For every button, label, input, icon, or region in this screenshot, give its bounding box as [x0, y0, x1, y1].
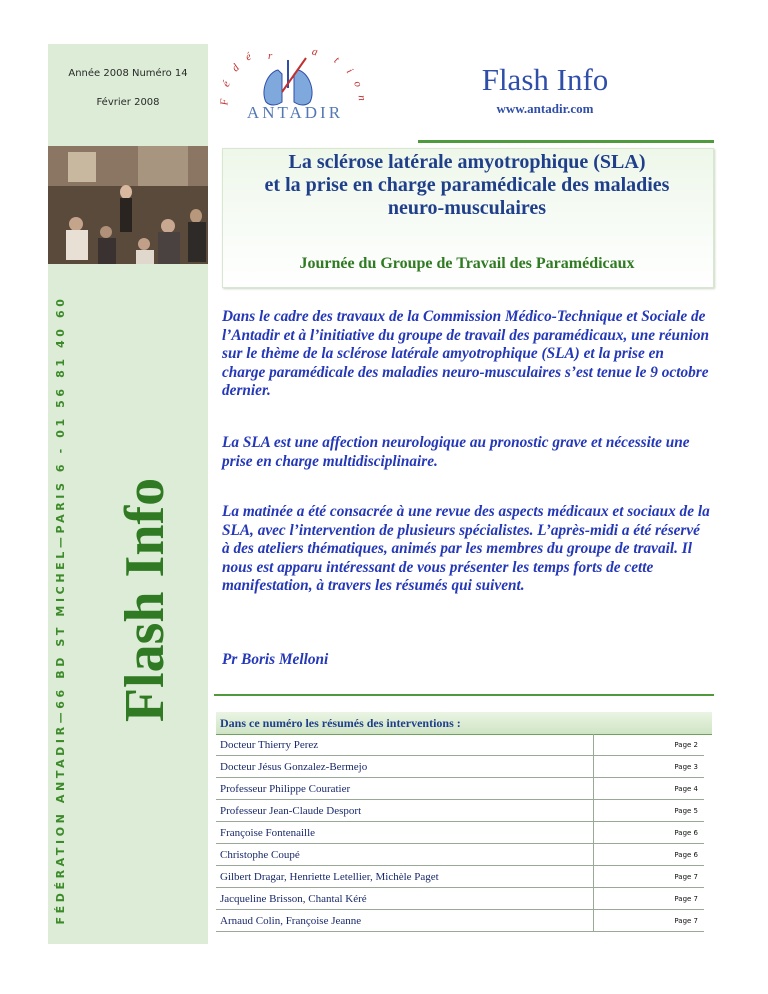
toc-author: Docteur Jésus Gonzalez-Bermejo: [216, 756, 594, 778]
toc-row[interactable]: [216, 844, 704, 866]
vertical-address: FÉDÉRATION ANTADIR—66 BD ST MICHEL—PARIS 6 - 01 56 81 40 60: [54, 295, 67, 925]
toc-author: Arnaud Colin, Françoise Jeanne: [216, 910, 594, 932]
top-divider: [418, 140, 714, 143]
toc-author: Docteur Thierry Perez: [216, 734, 594, 756]
toc-row[interactable]: [216, 756, 704, 778]
toc-row[interactable]: [216, 800, 704, 822]
issue-number: Année 2008 Numéro 14: [68, 68, 188, 79]
logo-letter: t: [331, 54, 342, 66]
sla-paragraph: La SLA est une affection neurologique au pronostic grave et nécessite une prise en charge multidisciplinaire.: [222, 434, 690, 470]
toc-author: Françoise Fontenaille: [216, 822, 594, 844]
toc-row[interactable]: [216, 822, 704, 844]
toc-page: Page 5: [594, 800, 705, 822]
logo-letter: F: [218, 98, 231, 106]
toc-page: Page 6: [594, 844, 705, 866]
toc-row[interactable]: [216, 866, 704, 888]
issue-date: Février 2008: [96, 97, 160, 108]
toc-page: Page 7: [594, 866, 705, 888]
headline-line: La sclérose latérale amyotrophique (SLA): [288, 151, 646, 173]
mid-divider: [214, 694, 714, 696]
vertical-title: Flash Info: [114, 477, 176, 723]
toc-page: Page 7: [594, 888, 705, 910]
program-paragraph: La matinée a été consacrée à une revue des aspects médicaux et sociaux de la SLA, avec l’intervention de plusieurs spécialistes. L’après-midi a été réservé à des ateliers thématiques, animés par les membres du groupe de travail. Il nous est apparu intéressant de vous présenter les temps forts de cette manifestation, à travers les résumés qui suivent.: [222, 503, 710, 594]
toc-page: Page 6: [594, 822, 705, 844]
logo-letter: d: [229, 61, 242, 75]
toc-page: Page 3: [594, 756, 705, 778]
logo-letter: a: [310, 45, 319, 59]
logo-letter: r: [268, 50, 273, 62]
headline: [222, 151, 712, 220]
toc-author: Professeur Jean-Claude Desport: [216, 800, 594, 822]
signature: Pr Boris Melloni: [222, 651, 329, 668]
logo-letter: é: [243, 50, 254, 64]
toc-page: Page 4: [594, 778, 705, 800]
logo-letter: n: [355, 94, 368, 102]
toc-row[interactable]: [216, 888, 704, 910]
toc-row[interactable]: [216, 734, 704, 756]
toc-title: Dans ce numéro les résumés des interventions :: [220, 716, 461, 730]
headline-line: et la prise en charge paramédicale des maladies: [264, 174, 670, 196]
logo-letter: i: [343, 66, 356, 76]
meeting-photo: [48, 146, 208, 264]
logo-name: ANTADIR: [246, 103, 344, 122]
logo-letter: o: [351, 79, 365, 89]
toc-author: Jacqueline Brisson, Chantal Kéré: [216, 888, 594, 910]
intro-paragraph: Dans le cadre des travaux de la Commission Médico-Technique et Sociale de l’Antadir et à l’initiative du groupe de travail des paramédicaux, une réunion sur le thème de la sclérose latérale amyotrophique (SLA) et la prise en charge paramédicale des maladies neuro-musculaires s’est tenue le 9 octobre dernier.: [222, 308, 709, 399]
logo-letter: é: [219, 79, 233, 89]
masthead-url[interactable]: www.antadir.com: [496, 101, 594, 116]
masthead-title: Flash Info: [481, 62, 609, 97]
toc-author: Christophe Coupé: [216, 844, 594, 866]
toc-page: Page 7: [594, 910, 705, 932]
headline-line: neuro-musculaires: [387, 197, 547, 219]
toc-page: Page 2: [594, 734, 705, 756]
toc-row[interactable]: [216, 778, 704, 800]
subtitle: Journée du Groupe de Travail des Paramédicaux: [299, 255, 635, 272]
toc-row[interactable]: [216, 910, 704, 932]
toc-author: Gilbert Dragar, Henriette Letellier, Michèle Paget: [216, 866, 594, 888]
toc-author: Professeur Philippe Couratier: [216, 778, 594, 800]
toc-table: [216, 734, 704, 932]
